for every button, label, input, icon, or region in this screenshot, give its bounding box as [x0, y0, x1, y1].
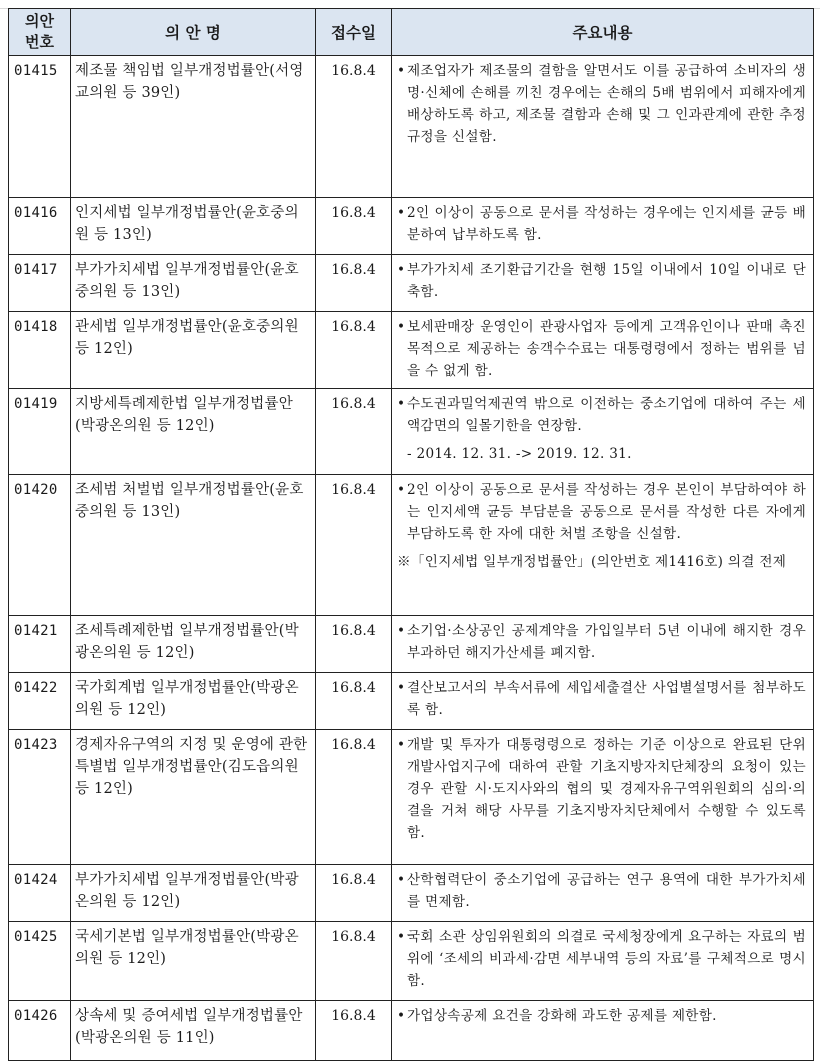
table-row — [9, 616, 814, 673]
bill-number: 01425 — [9, 922, 71, 1001]
table-row — [9, 56, 814, 198]
table-row — [9, 255, 814, 312]
table-row — [9, 673, 814, 730]
content-bullet: • 결산보고서의 부속서류에 세입세출결산 사업별설명서를 첨부하도록 함. — [397, 677, 806, 721]
bill-number: 01423 — [9, 730, 71, 865]
bill-number: 01419 — [9, 389, 71, 475]
bill-number: 01426 — [9, 1001, 71, 1061]
header-bill-name: 의 안 명 — [71, 9, 316, 56]
content-bullet: • 보세판매장 운영인이 관광사업자 등에게 고객유인이나 판매 촉진 목적으로 제공하는 송객수수료는 대통령령에서 정하는 범위를 넘을 수 없게 함. — [397, 316, 806, 382]
header-bill-number-line2: 번호 — [25, 33, 54, 51]
main-content — [392, 865, 814, 922]
main-content — [392, 922, 814, 1001]
table-row — [9, 312, 814, 389]
table-row — [9, 922, 814, 1001]
received-date: 16.8.4 — [316, 56, 392, 198]
bill-name: 국가회계법 일부개정법률안(박광온의원 등 12인) — [71, 673, 316, 730]
received-date: 16.8.4 — [316, 389, 392, 475]
bill-name: 지방세특례제한법 일부개정법률안(박광온의원 등 12인) — [71, 389, 316, 475]
received-date: 16.8.4 — [316, 865, 392, 922]
content-bullet: • 제조업자가 제조물의 결함을 알면서도 이를 공급하여 소비자의 생명·신체에 손해를 끼친 경우에는 손해의 5배 범위에서 피해자에게 배상하도록 하고, 제조물 결함과 손해 및 그 인과관계에 관한 추정규정을 신설함. — [397, 60, 806, 148]
main-content — [392, 475, 814, 616]
main-content — [392, 312, 814, 389]
table-row — [9, 389, 814, 475]
bill-name: 조세특례제한법 일부개정법률안(박광온의원 등 12인) — [71, 616, 316, 673]
received-date: 16.8.4 — [316, 475, 392, 616]
main-content — [392, 56, 814, 198]
received-date: 16.8.4 — [316, 616, 392, 673]
content-sub-item: - 2014. 12. 31. -> 2019. 12. 31. — [407, 446, 632, 462]
bill-name: 조세범 처벌법 일부개정법률안(윤호중의원 등 13인) — [71, 475, 316, 616]
main-content — [392, 616, 814, 673]
bill-name: 부가가치세법 일부개정법률안(윤호중의원 등 13인) — [71, 255, 316, 312]
table-row — [9, 475, 814, 616]
bill-number: 01415 — [9, 56, 71, 198]
header-row — [9, 9, 814, 56]
main-content — [392, 730, 814, 865]
received-date: 16.8.4 — [316, 312, 392, 389]
bill-name: 경제자유구역의 지정 및 운영에 관한 특별법 일부개정법률안(김도읍의원 등 12인) — [71, 730, 316, 865]
bill-number: 01420 — [9, 475, 71, 616]
bill-name: 부가가치세법 일부개정법률안(박광온의원 등 12인) — [71, 865, 316, 922]
content-bullet: • 수도권과밀억제권역 밖으로 이전하는 중소기업에 대하여 주는 세액감면의 일몰기한을 연장함. — [397, 393, 806, 437]
content-bullet: • 2인 이상이 공동으로 문서를 작성하는 경우에는 인지세를 균등 배분하여 납부하도록 함. — [397, 202, 806, 246]
received-date: 16.8.4 — [316, 1001, 392, 1061]
main-content — [392, 389, 814, 475]
bill-number: 01417 — [9, 255, 71, 312]
content-bullet: • 부가가치세 조기환급기간을 현행 15일 이내에서 10일 이내로 단축함. — [397, 259, 806, 303]
received-date: 16.8.4 — [316, 198, 392, 255]
header-bill-number — [9, 9, 71, 56]
table-row — [9, 1001, 814, 1061]
content-bullet: • 2인 이상이 공동으로 문서를 작성하는 경우 본인이 부담하여야 하는 인지세액 균등 부담분을 공동으로 문서를 작성한 다른 자에게 부담하도록 한 자에 대한 처벌 조항을 신설함. — [397, 479, 806, 545]
content-note: ※「인지세법 일부개정법률안」(의안번호 제1416호) 의결 전제 — [397, 554, 787, 570]
content-bullet: • 소기업·소상공인 공제계약을 가입일부터 5년 이내에 해지한 경우 부과하던 해지가산세를 폐지함. — [397, 620, 806, 664]
bill-name: 인지세법 일부개정법률안(윤호중의원 등 13인) — [71, 198, 316, 255]
main-content — [392, 198, 814, 255]
header-received-date: 접수일 — [316, 9, 392, 56]
header-bill-number-line1: 의안 — [25, 12, 54, 30]
bill-name: 관세법 일부개정법률안(윤호중의원 등 12인) — [71, 312, 316, 389]
received-date: 16.8.4 — [316, 922, 392, 1001]
bill-name: 국세기본법 일부개정법률안(박광온의원 등 12인) — [71, 922, 316, 1001]
bill-number: 01422 — [9, 673, 71, 730]
received-date: 16.8.4 — [316, 255, 392, 312]
bill-number: 01418 — [9, 312, 71, 389]
bill-number: 01421 — [9, 616, 71, 673]
main-content — [392, 1001, 814, 1061]
main-content — [392, 673, 814, 730]
main-content — [392, 255, 814, 312]
bill-name: 상속세 및 증여세법 일부개정법률안(박광온의원 등 11인) — [71, 1001, 316, 1061]
content-bullet: • 산학협력단이 중소기업에 공급하는 연구 용역에 대한 부가가치세를 면제함. — [397, 869, 806, 913]
bill-number: 01424 — [9, 865, 71, 922]
content-bullet: • 개발 및 투자가 대통령령으로 정하는 기준 이상으로 완료된 단위개발사업지구에 대하여 관할 기초지방자치단체장의 요청이 있는 경우 관할 시·도지사와의 협의 및 경제자유구역위원회의 심의·의결을 거쳐 해당 사무를 기초지방자치단체에서 수행할 수 있도록 함. — [397, 734, 806, 844]
content-bullet: • 가업상속공제 요건을 강화해 과도한 공제를 제한함. — [397, 1005, 806, 1027]
bill-number: 01416 — [9, 198, 71, 255]
bill-name: 제조물 책임법 일부개정법률안(서영교의원 등 39인) — [71, 56, 316, 198]
table-row — [9, 198, 814, 255]
bill-table — [8, 8, 814, 1061]
table-row — [9, 865, 814, 922]
received-date: 16.8.4 — [316, 673, 392, 730]
received-date: 16.8.4 — [316, 730, 392, 865]
content-bullet: • 국회 소관 상임위원회의 의결로 국세청장에게 요구하는 자료의 범위에 ‘조세의 비과세·감면 세부내역 등의 자료’를 구체적으로 명시함. — [397, 926, 806, 992]
header-main-content: 주요내용 — [392, 9, 814, 56]
table-row — [9, 730, 814, 865]
